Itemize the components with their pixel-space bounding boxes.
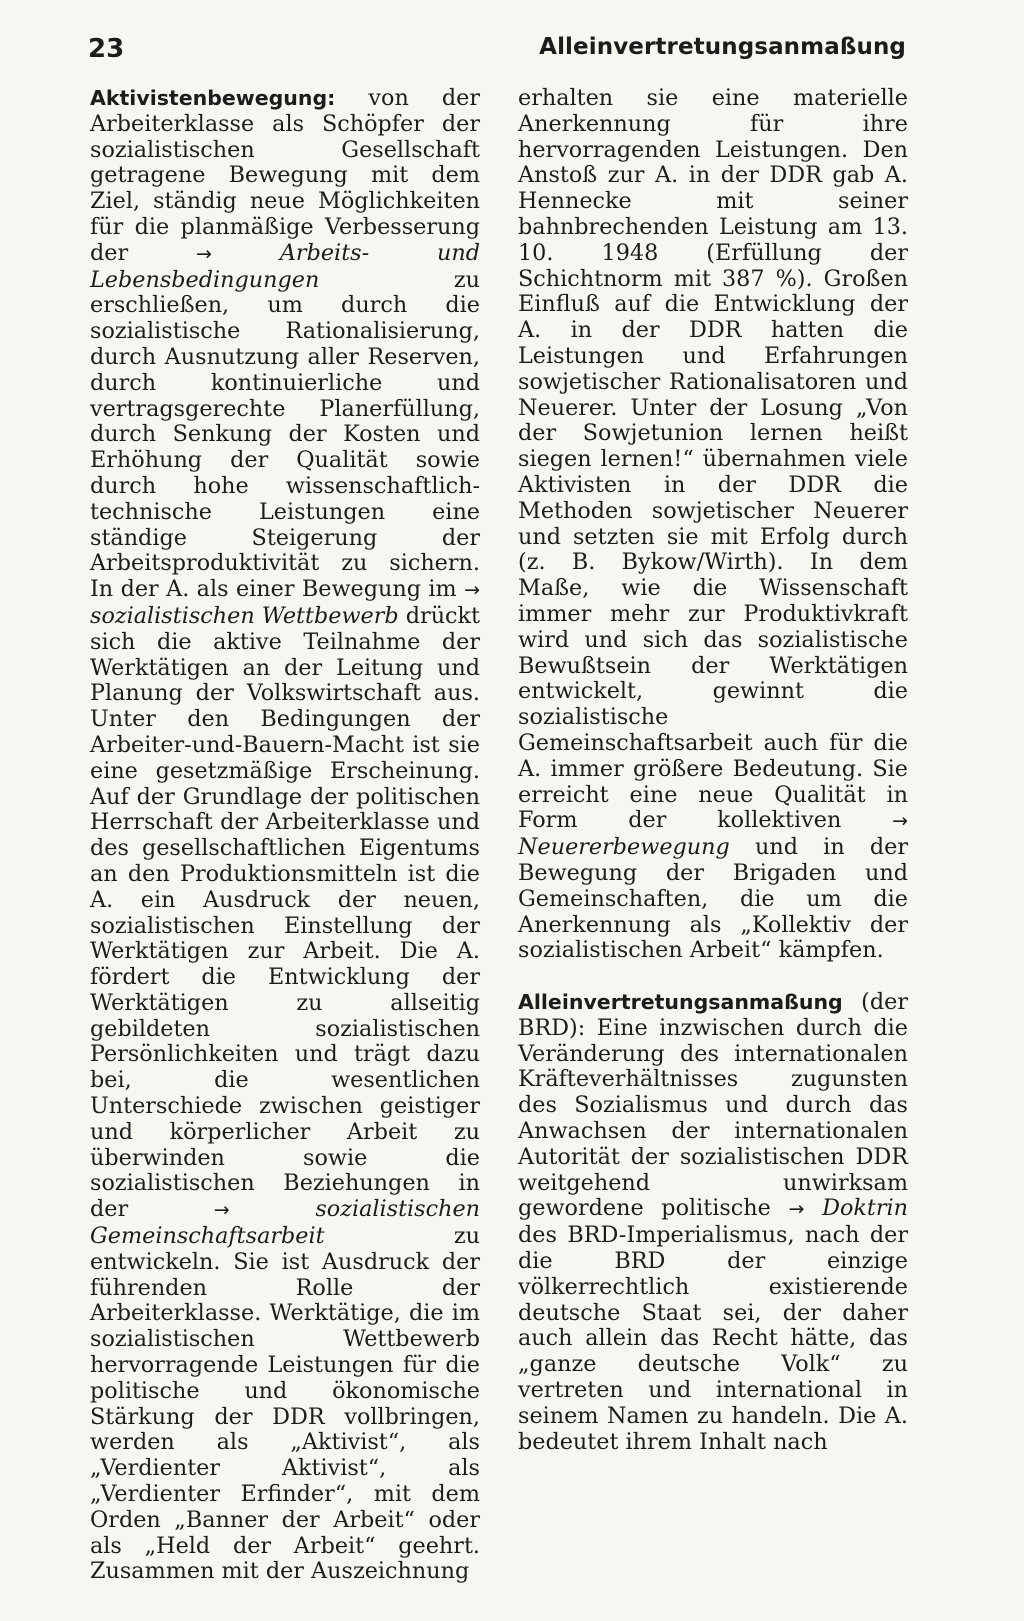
cross-reference-arrow-icon: → <box>464 579 480 602</box>
entry-alleinvertretungsanmassung <box>518 990 908 1455</box>
entry-text: und in der Bewegung der Brigaden und Gemeinschaften, die um die Anerkennung als „Kollektiv der sozialistischen Arbeit“ kämpfen. <box>518 834 908 964</box>
cross-reference: sozialistischen Gemeinschaftsarbeit <box>90 1196 481 1250</box>
entry-text-continued: zu entwickeln. Sie ist Ausdruck der führenden Rolle der Arbeiterklasse. Werktätige, die im sozialistischen Wettbewerb hervorragende Leistungen für die politische und ökonomische Stärkung der DDR vollbringen, werden als „Aktivist“, als „Verdienter Aktivist“, als „Verdienter Erfinder“, mit dem Orden „Banner der Arbeit“ oder als „Held der Arbeit“ geehrt. Zusammen mit der Auszeichnung <box>90 1223 480 1585</box>
cross-reference-arrow-icon: → <box>196 242 212 265</box>
entry-text: zu erschließen, um durch die sozialistische Rationalisierung, durch Ausnutzung aller Reserven, durch kontinuierliche und vertragsgerechte Planerfüllung, durch Senkung der Kosten und Erhöhung der Qualität sowie durch hohe wissenschaftlich-technische Leistungen eine ständige Steigerung der Arbeitsproduktivität zu sichern. In der A. als einer Bewegung im <box>90 266 480 603</box>
entry-text: des BRD-Imperialismus, nach der die BRD der einzige völkerrechtlich existierende deutsche Staat sei, der daher auch allein das Recht hätte, das „ganze deutsche Volk“ zu vertreten und international in seinem Namen zu handeln. Die A. bedeutet ihrem Inhalt nach <box>518 1222 908 1455</box>
right-column <box>518 86 908 1455</box>
entry-aktivistenbewegung-part2 <box>518 86 908 964</box>
entry-term: Alleinvertretungsanmaßung <box>518 990 843 1015</box>
cross-reference: Doktrin <box>822 1195 908 1222</box>
page-number: 23 <box>88 34 125 64</box>
entry-term: Aktivistenbewegung: <box>90 86 336 110</box>
cross-reference-arrow-icon: → <box>892 810 908 833</box>
entry-aktivistenbewegung-part1 <box>90 86 480 1585</box>
cross-reference: sozialistischen Wettbewerb <box>90 602 399 629</box>
cross-reference-arrow-icon: → <box>788 1198 805 1221</box>
entry-text: von der Arbeiterklasse als Schöpfer der sozialistischen Gesellschaft getragene Bewegung mit dem Ziel, ständig neue Möglichkeiten für die planmäßige Verbesserung der <box>90 85 480 266</box>
page-header <box>88 34 906 70</box>
left-column <box>90 86 480 1585</box>
running-head: Alleinvertretungsanmaßung <box>539 34 906 60</box>
cross-reference: Neuererbewegung <box>518 834 730 861</box>
cross-reference-arrow-icon: → <box>213 1199 230 1222</box>
cross-reference: Arbeits- und Lebensbedingungen <box>90 239 480 293</box>
entry-text-continued: erhalten sie eine materielle Anerkennung für ihre hervorragenden Leistungen. Den Anstoß zur A. in der DDR gab A. Hennecke mit seiner bahnbrechenden Leistung am 13. 10. 1948 (Erfüllung der Schichtnorm mit 387 %). Großen Einfluß auf die Entwicklung der A. in der DDR hatten die Leistungen und Erfahrungen sowjetischer Rationalisatoren und Neuerer. Unter der Losung „Von der Sowjetunion lernen heißt siegen lernen!“ übernahmen viele Aktivisten in der DDR die Methoden sowjetischer Neuerer und setzten sie mit Erfolg durch (z. B. Bykow/Wirth). In dem Maße, wie die Wissenschaft immer mehr zur Produktivkraft wird und sich das sozialistische Bewußtsein der Werktätigen entwickelt, gewinnt die sozialistische Gemeinschaftsarbeit auch für die A. immer größere Bedeutung. Sie erreicht eine neue Qualität in Form der kollektiven <box>518 85 908 834</box>
entry-text: (der BRD): Eine inzwischen durch die Veränderung des internationalen Kräfteverhältnisses zugunsten des Sozialismus und durch das Anwachsen der internationalen Autorität der sozialistischen DDR weitgehend unwirksam gewordene politische <box>518 989 908 1222</box>
entry-text: drückt sich die aktive Teilnahme der Werktätigen an der Leitung und Planung der Volkswirtschaft aus. Unter den Bedingungen der Arbeiter-und-Bauern-Macht ist sie eine gesetzmäßige Erscheinung. Auf der Grundlage der politischen Herrschaft der Arbeiterklasse und des gesellschaftlichen Eigentums an den Produktionsmitteln ist die A. ein Ausdruck der neuen, sozialistischen Einstellung der Werktätigen zur Arbeit. Die A. fördert die Entwicklung der Werktätigen zu allseitig gebildeten sozialistischen Persönlichkeiten und trägt dazu bei, die wesentlichen Unterschiede zwischen geistiger und körperlicher Arbeit zu überwinden sowie die sozialistischen Beziehungen in der <box>90 602 481 1223</box>
